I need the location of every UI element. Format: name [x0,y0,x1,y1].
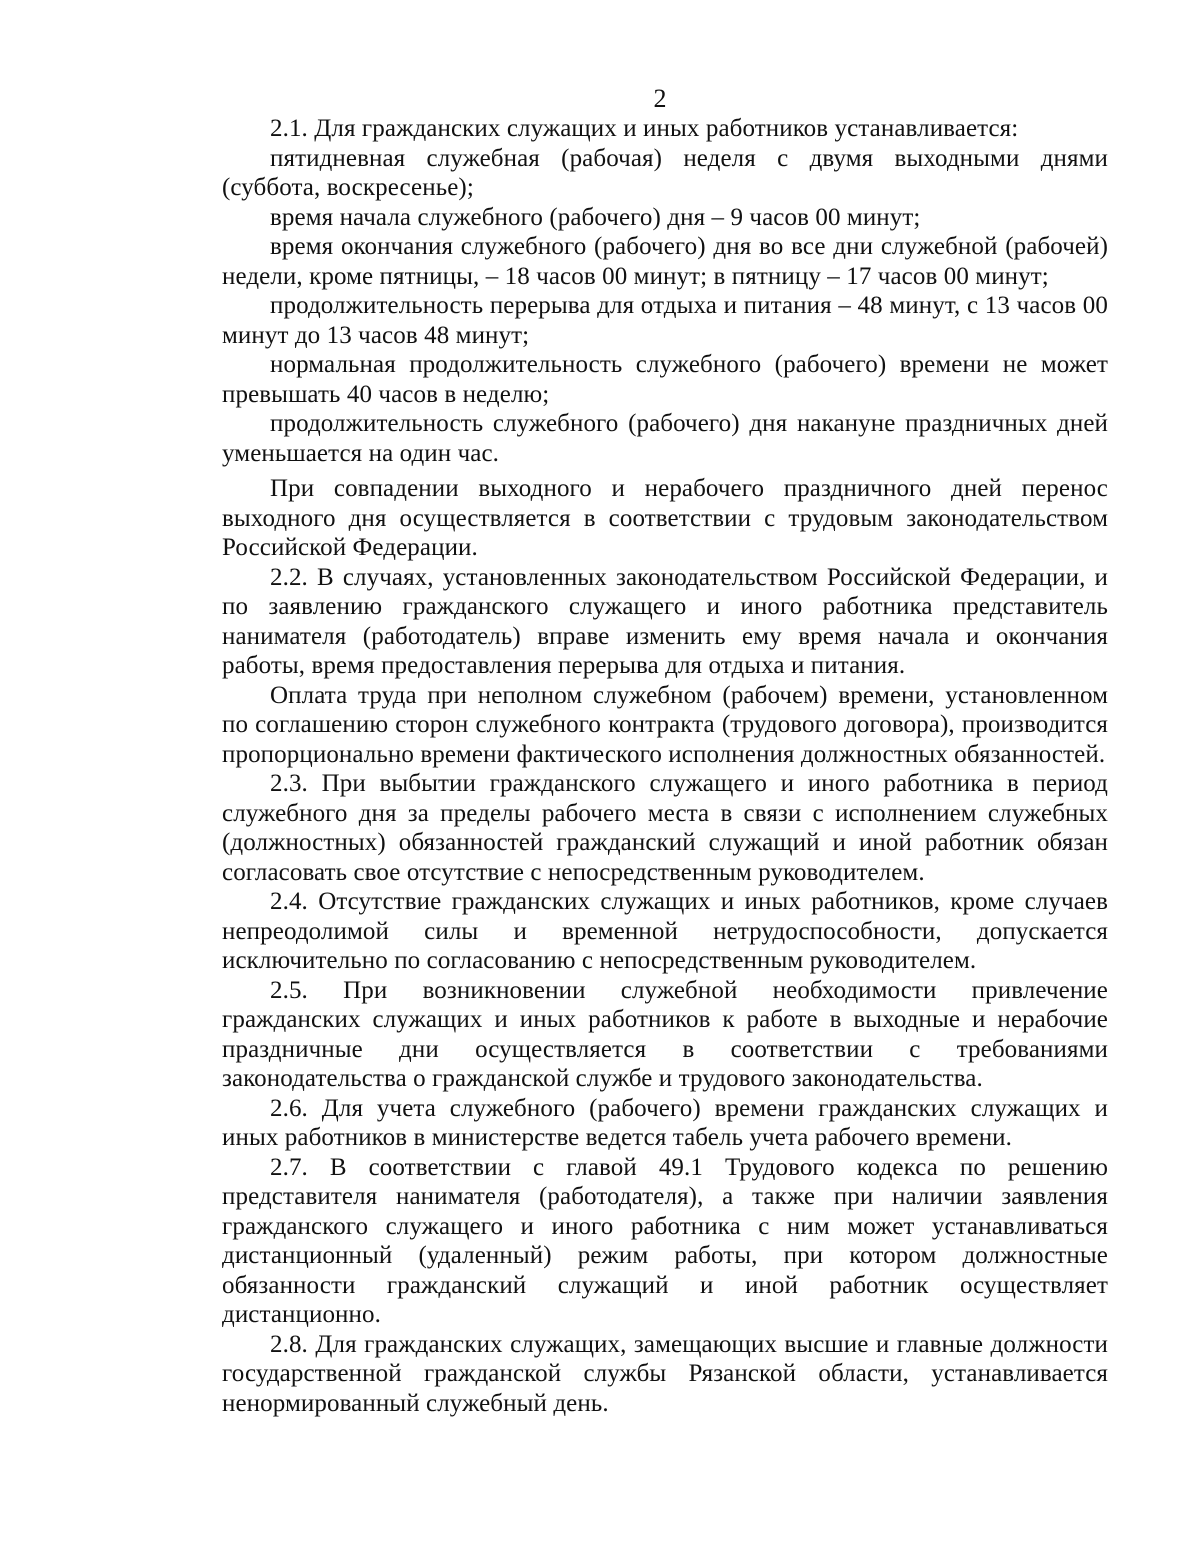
document-body [222,114,1108,1418]
paragraph-pre-holiday: продолжительность служебного (рабочего) дня накануне праздничных дней уменьшается на один час. [222,410,1108,467]
paragraph-end-time: время окончания служебного (рабочего) дня во все дни служебной (рабочей) недели, кроме пятницы, – 18 часов 00 минут; в пятницу – 17 часов 00 минут; [222,233,1108,290]
paragraph-2-7: 2.7. В соответствии с главой 49.1 Трудового кодекса по решению представителя нанимателя (работодателя), а также при наличии заявления гражданского служащего и иного работника с ним может устанавливаться дистанционный (удаленный) режим работы, при котором должностные обязанности гражданский служащий и иной работник осуществляет дистанционно. [222,1153,1108,1328]
paragraph-normal-hours: нормальная продолжительность служебного (рабочего) времени не может превышать 40 часов в неделю; [222,351,1108,408]
paragraph-part-time-pay: Оплата труда при неполном служебном (рабочем) времени, установленном по соглашению сторон служебного контракта (трудового договора), производится пропорционально времени фактического исполнения должностных обязанностей. [222,681,1108,768]
paragraph-2-6: 2.6. Для учета служебного (рабочего) времени гражданских служащих и иных работников в министерстве ведется табель учета рабочего времени. [222,1094,1108,1151]
paragraph-2-1: 2.1. Для гражданских служащих и иных работников устанавливается: [270,115,1019,142]
paragraph-2-5: 2.5. При возникновении служебной необходимости привлечение гражданских служащих и иных работников к работе в выходные и нерабочие праздничные дни осуществляется в соответствии с требованиями законодательства о гражданской службе и трудового законодательства. [222,976,1108,1092]
paragraph-holiday-transfer: При совпадении выходного и нерабочего праздничного дней перенос выходного дня осуществляется в соответствии с трудовым законодательством Российской Федерации. [222,475,1108,561]
paragraph-2-4: 2.4. Отсутствие гражданских служащих и иных работников, кроме случаев непреодолимой силы и временной нетрудоспособности, допускается исключительно по согласованию с непосредственным руководителем. [222,888,1108,974]
paragraph-2-3: 2.3. При выбытии гражданского служащего и иного работника в период служебного дня за пределы рабочего места в связи с исполнением служебных (должностных) обязанностей гражданский служащий и иной работник обязан согласовать свое отсутствие с непосредственным руководителем. [222,770,1108,886]
paragraph-2-8: 2.8. Для гражданских служащих, замещающих высшие и главные должности государственной гражданской службы Рязанской области, устанавливается ненормированный служебный день. [222,1330,1108,1417]
paragraph-start-time: время начала служебного (рабочего) дня – 9 часов 00 минут; [270,203,921,231]
paragraph-work-week: пятидневная служебная (рабочая) неделя с двумя выходными днями (суббота, воскресенье); [222,144,1108,201]
page-number: 2 [653,84,667,113]
paragraph-break: продолжительность перерыва для отдыха и питания – 48 минут, с 13 часов 00 минут до 13 часов 48 минут; [222,292,1108,349]
paragraph-2-2: 2.2. В случаях, установленных законодательством Российской Федерации, и по заявлению гражданского служащего и иного работника представитель нанимателя (работодатель) вправе изменить ему время начала и окончания работы, время предоставления перерыва для отдыха и питания. [222,563,1108,679]
